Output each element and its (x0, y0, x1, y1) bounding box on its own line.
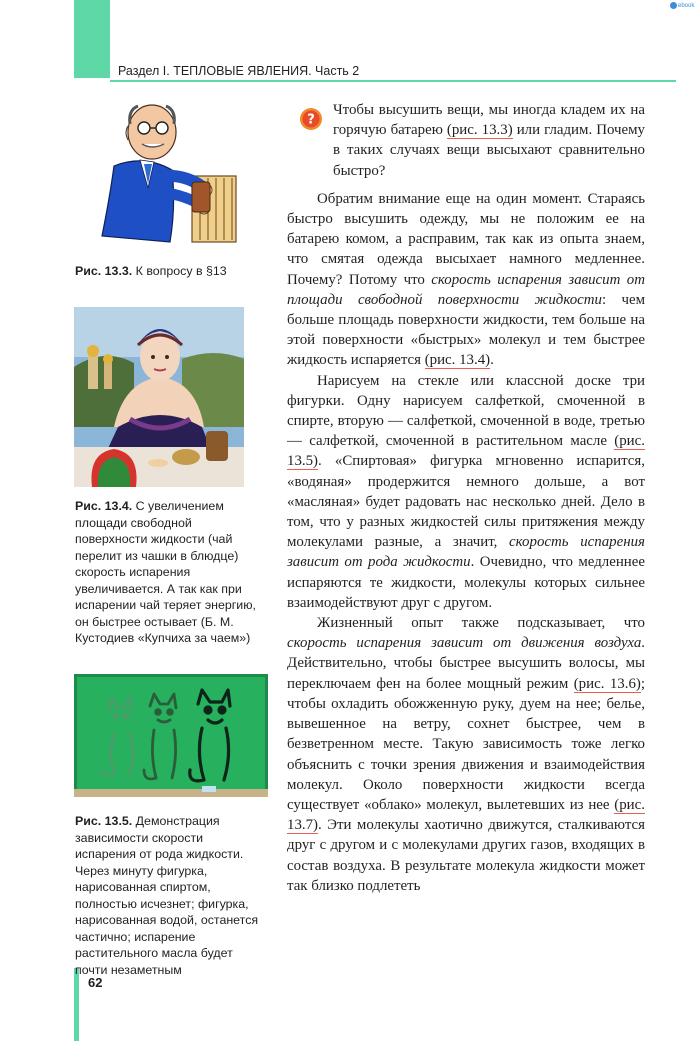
figure-label: Рис. 13.3. (75, 264, 133, 278)
figure-reference-link[interactable]: (рис. 13.3) (446, 122, 513, 139)
figure-13-4-caption (75, 498, 265, 647)
figure-13-3-illustration (92, 96, 242, 244)
header-rule (110, 80, 676, 82)
figure-label: Рис. 13.4. (75, 499, 133, 513)
figure-reference-link[interactable]: (рис. 13.5) (287, 433, 645, 470)
main-text-column (287, 100, 645, 896)
logo-icon (670, 2, 677, 9)
figure-label: Рис. 13.5. (75, 814, 133, 828)
merchant-wife-at-tea-painting (74, 307, 244, 487)
key-statement: скорость испарения зависит от движения воздуха (287, 635, 642, 652)
figure-13-5-caption (75, 813, 265, 978)
professor-radiator-cartoon (92, 96, 242, 244)
running-header: Раздел I. ТЕПЛОВЫЕ ЯВЛЕНИЯ. Часть 2 (118, 64, 360, 78)
section-accent-bar (74, 0, 110, 78)
svg-text:?: ? (307, 112, 315, 128)
figure-13-4-painting (74, 307, 244, 487)
figure-text: Демонстрация зависимости скорости испарения от рода жидкости. Через минуту фигурка, нарисованная спиртом, полностью исчезнет; фигурка, нарисованная водой, останется частично; испарение растительного масла будет почти незаметным (75, 814, 259, 977)
paragraph-liquid-type: Нарисуем на стекле или классной доске три фигурки. Одну нарисуем салфеткой, смоченной в спирте, вторую — салфеткой, смоченной в воде, третью — салфеткой, смоченной в растительном масле (рис. 13.5). «Спиртовая» фигурка мгновенно испарится, «водяная» продержится немного дольше, а вот «масляная» будет радовать нас несколько дней. Дело в том, что у разных жидкостей силы притяжения между молекулами разные, а значит, скорость испарения зависит от рода жидкости. Очевидно, что медленнее испаряются те жидкости, молекулы которых сильнее взаимодействуют друг с другом. (287, 372, 645, 611)
page-margin-accent-bar (74, 968, 79, 1041)
paragraph-surface-area: Обратим внимание еще на один момент. Стараясь быстро высушить одежду, мы не положим ее на батарею комом, а расправим, так как из опыта знаем, что смятая одежда высыхает намного медленнее. Почему? Потому что скорость испарения зависит от площади свободной поверхности жидкости: чем больше площадь поверхности жидкости, тем больше на этой поверхности «быстрых» молекул и тем быстрее жидкость испаряется (рис. 13.4). (287, 190, 645, 369)
blackboard-cats-drawing (74, 674, 268, 799)
figure-reference-link[interactable]: (рис. 13.6) (573, 675, 641, 692)
paragraph-air-movement: Жизненный опыт также подсказывает, что скорость испарения зависит от движения воздуха. Действительно, чтобы быстрее высушить волосы, мы переключаем фен на более мощный режим (рис. 13.6); чтобы охладить обожженную руку, дуем на нее; белье, вывешенное на ветру, сохнет быстрее, чем в безветренном месте. Такую зависимость тоже легко объяснить с точки зрения движения и взаимодействия молекул. Около поверхности жидкости всегда существует «облако» молекул, вылетевших из нее (рис. 13.7). Эти молекулы хаотично движутся, сталкиваются друг с другом и с молекулами других газов, входящих в состав воздуха. В результате молекула жидкости может так близко подлететь (287, 615, 645, 894)
figure-text: К вопросу в §13 (132, 264, 227, 278)
figure-13-5-blackboard (74, 674, 268, 799)
figure-reference-link[interactable]: (рис. 13.4) (424, 352, 491, 369)
figure-text: С увеличением площади свободной поверхности жидкости (чай перелит из чашки в блюдце) скорость испарения увеличивается. А так как при испарении чай теряет энергию, он быстрее остывает (Б. М. Кустодиев «Купчиха за чаем») (75, 499, 256, 645)
publisher-logo[interactable]: ebook (670, 2, 700, 12)
page-number: 62 (88, 975, 103, 990)
figure-13-3-caption (75, 263, 265, 280)
figure-reference-link[interactable]: (рис. 13.7) (287, 796, 645, 834)
question-paragraph: Чтобы высушить вещи, мы иногда кладем их на горячую батарею (рис. 13.3) или гладим. Почему в таких случаях вещи высыхают сравнительно быстро? (333, 102, 645, 179)
key-statement: скорость испарения зависит от площади свободной поверхности жидкости (287, 271, 645, 308)
key-statement: скорость испарения зависит от рода жидкости (287, 534, 645, 571)
